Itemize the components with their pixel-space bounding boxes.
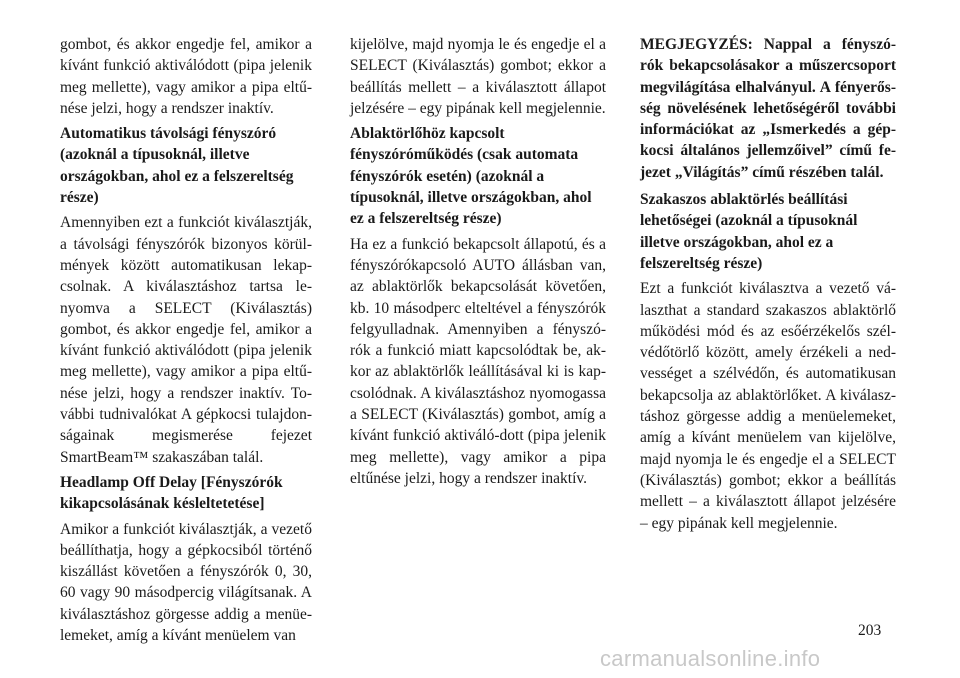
body-paragraph: Amennyiben ezt a funkciót kiválasztják, a távolsági fényszórók bizonyos körül-mények között automatikusan lekap-csolnak. A kiválasztáshoz tartsa le-nyomva a SELECT (Kiválasztás) gombot, és akkor engedje fel, amikor a kívánt funkció aktiválódott (pipa jelenik meg mellette), vagy amikor a pipa eltű-nése jelzi, hogy a rendszer inaktív. To-vábbi tudnivalókat A gépkocsi tulajdon-ságainak megismerése fejezet SmartBeam™ szakaszában talál.	[60, 214, 312, 466]
body-paragraph: gombot, és akkor engedje fel, amikor a kívánt funkció aktiválódott (pipa jelenik meg mellette), vagy amikor a pipa eltű-nése jelzi, hogy a rendszer inaktív.	[60, 36, 312, 117]
body-paragraph: Ha ez a funkció bekapcsolt állapotú, és a fényszórókapcsoló AUTO állásban van, az ablaktörlők bekapcsolását követően, kb. 10 másodperc elteltével a fényszórók felgyulladnak. Amennyiben a fényszó-rók a funkció miatt kapcsolódtak be, ak-kor az ablaktörlők leállításával ki is kap-csolódnak. A kiválasztáshoz nyomogassa a SELECT (Kiválasztás) gombot, amíg a kívánt funkció aktiváló-dott (pipa jelenik meg mellette), vagy amikor a pipa eltűnése jelzi, hogy a rendszer inaktív.	[350, 235, 606, 487]
text-column-right	[640, 34, 896, 538]
section-heading: Headlamp Off Delay [Fényszórók kikapcsolásának késleltetetése]	[60, 473, 283, 513]
section-heading: Ablaktörlőhöz kapcsolt fényszóróműködés (csak automata fényszórók esetén) (azoknál a típusoknál, illetve országokban, ahol ez a felszereltség része)	[350, 125, 592, 228]
text-column-middle	[350, 34, 606, 493]
body-paragraph: kijelölve, majd nyomja le és engedje el a SELECT (Kiválasztás) gombot; ekkor a beállítás mellett – a kiválasztott állapot jelzésére – egy pipának kell megjelennie.	[350, 36, 606, 117]
body-paragraph: Ezt a funkciót kiválasztva a vezető vá-laszthat a standard szakaszos ablaktörlő működési mód és az esőérzékelős szél-védőtörlő között, amely érzékeli a ned-vességet a szélvédőn, és automatikusan bekapcsolja az ablaktörlőket. A kiválasz-táshoz görgesse addig a menüelemeket, amíg a kívánt menüelem van kijelölve, majd nyomja le és engedje el a SELECT (Kiválasztás) gombot; ekkor a beállítás mellett – a kiválasztott állapot jelzésére – egy pipának kell megjelennie.	[640, 280, 896, 532]
note-paragraph: MEGJEGYZÉS: Nappal a fényszó-rók bekapcsolásakor a műszercsoport megvilágítása elhalványul. A fényerős-ség növelésének lehetőségéről további információkat az „Ismerkedés a gép-kocsi általános jellemzőivel” című fe-jezet „Világítás” című részében talál.	[640, 36, 896, 181]
text-column-left	[60, 34, 312, 650]
section-heading: Szakaszos ablaktörlés beállítási lehetőségei (azoknál a típusoknál illetve országokban, ahol ez a felszereltség része)	[640, 191, 858, 272]
page-number: 203	[858, 622, 882, 639]
body-paragraph: Amikor a funkciót kiválasztják, a vezető beállíthatja, hogy a gépkocsiból történő kiszállást követően a fényszórók 0, 30, 60 vagy 90 másodpercig világítsanak. A kiválasztáshoz görgesse addig a menüe-lemeket, amíg a kívánt menüelem van	[60, 520, 312, 645]
watermark: carmanualsonline.info	[600, 646, 821, 671]
section-heading: Automatikus távolsági fényszóró (azoknál a típusoknál, illetve országokban, ahol ez a felszereltség része)	[60, 125, 294, 207]
